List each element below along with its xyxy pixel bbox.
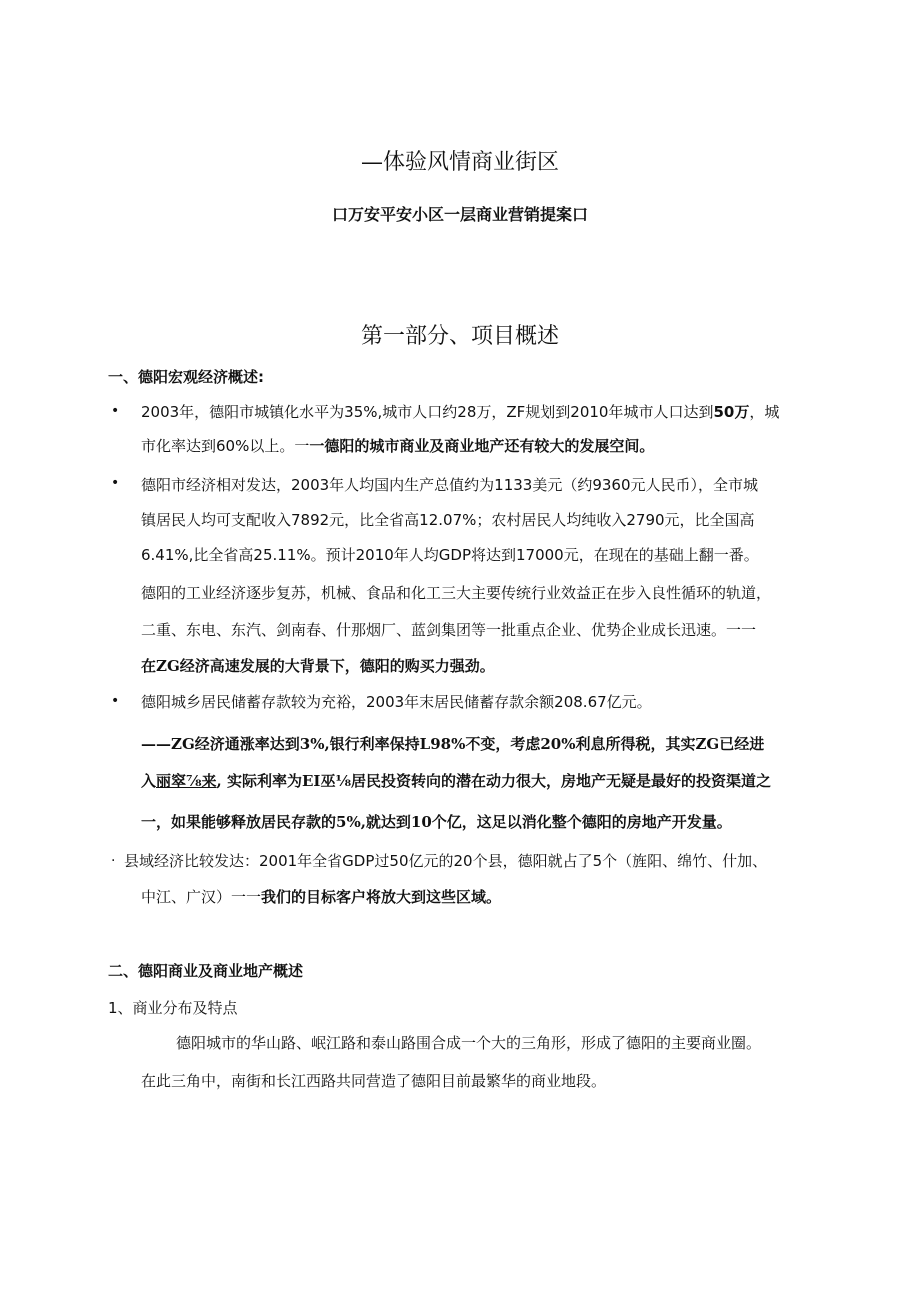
bullet2-line3: 6.41%,比全省高25.11%。预计2010年人均GDP将达到17000元，在现在的基础上翻一番。: [141, 546, 759, 564]
section2-para-line1: 德阳城市的华山路、岷江路和泰山路围合成一个大的三角形，形成了德阳的主要商业圈。: [176, 1034, 762, 1052]
bullet2-line6: 在ZG经济高速发展的大背景下，德阳的购买力强劲。: [141, 657, 495, 675]
bullet1-line1-text: 2003年，德阳市城镇化水平为35%,城市人口约28万，ZF规划到2010年城市人口达到: [141, 403, 714, 421]
bullet1-line2-bold: 一德阳的城市商业及商业地产还有较大的发展空间。: [309, 437, 655, 455]
bullet2-line4: 德阳的工业经济逐步复苏，机械、食品和化工三大主要传统行业效益正在步入良性循环的轨道，: [141, 584, 772, 602]
bullet4-line2-text: 中江、广汉）一一: [141, 888, 262, 906]
bullet4-line2: [141, 887, 501, 907]
bullet1-line2-text: 市化率达到60%以上。一: [141, 437, 310, 455]
bullet4-line2-bold: 我们的目标客户将放大到这些区域。: [261, 888, 502, 906]
bullet4-line1: 县域经济比较发达：2001年全省GDP过50亿元的20个县，德阳就占了5个（旌阳、绵竹、什加、: [124, 852, 768, 870]
bullet2-line5: 二重、东电、东汽、剑南春、什那烟厂、蓝剑集团等一批重点企业、优势企业成长迅速。一一: [141, 621, 757, 639]
bullet3-line1: 德阳城乡居民储蓄存款较为充裕，2003年末居民储蓄存款余额208.67亿元。: [141, 693, 652, 711]
bullet1-line1-tail: ，城: [749, 403, 780, 421]
section2-para-line2: 在此三角中，南街和长江西路共同营造了德阳目前最繁华的商业地段。: [141, 1072, 607, 1090]
section2-subheading: 1、商业分布及特点: [108, 999, 238, 1017]
subtitle: 口万安平安小区一层商业营销提案口: [331, 205, 588, 224]
bullet3-line3-rest: , 实际利率为EI巫⅛居民投资转向的潜在动力很大，房地产无疑是最好的投资渠道之: [216, 772, 771, 790]
main-title: —体验风情商业街区: [360, 150, 559, 175]
bullet-marker: •: [111, 693, 120, 709]
bullet-marker: ·: [111, 853, 116, 869]
bullet3-line3-underline: 丽窣⅞来: [156, 772, 217, 790]
bullet-marker: •: [111, 403, 120, 419]
bullet3-line3: [141, 771, 771, 791]
bullet1-line2: [141, 436, 654, 456]
section1-heading: 一、德阳宏观经济概述:: [108, 368, 264, 386]
bullet3-line4: 一，如果能够释放居民存款的5%,就达到10个亿，这足以消化整个德阳的房地产开发量。: [141, 813, 732, 831]
bullet2-line2: 镇居民人均可支配收入7892元，比全省高12.07%；农村居民人均纯收入2790元，比全国高: [141, 511, 755, 529]
bullet3-line2: ——ZG经济通涨率达到3%,银行利率保持L98%不变，考虑20%利息所得税，其实ZG已经进: [141, 735, 765, 753]
part-title: 第一部分、项目概述: [360, 324, 559, 349]
bullet1-line1-bold: 50万: [713, 403, 750, 421]
bullet-marker: •: [111, 475, 120, 491]
bullet2-line1: 德阳市经济相对发达，2003年人均国内生产总值约为1133美元（约9360元人民币），全市城: [141, 476, 759, 494]
bullet3-line3-prefix: 入: [141, 772, 157, 790]
bullet1-line1: [141, 402, 779, 422]
section2-heading: 二、德阳商业及商业地产概述: [108, 962, 304, 980]
